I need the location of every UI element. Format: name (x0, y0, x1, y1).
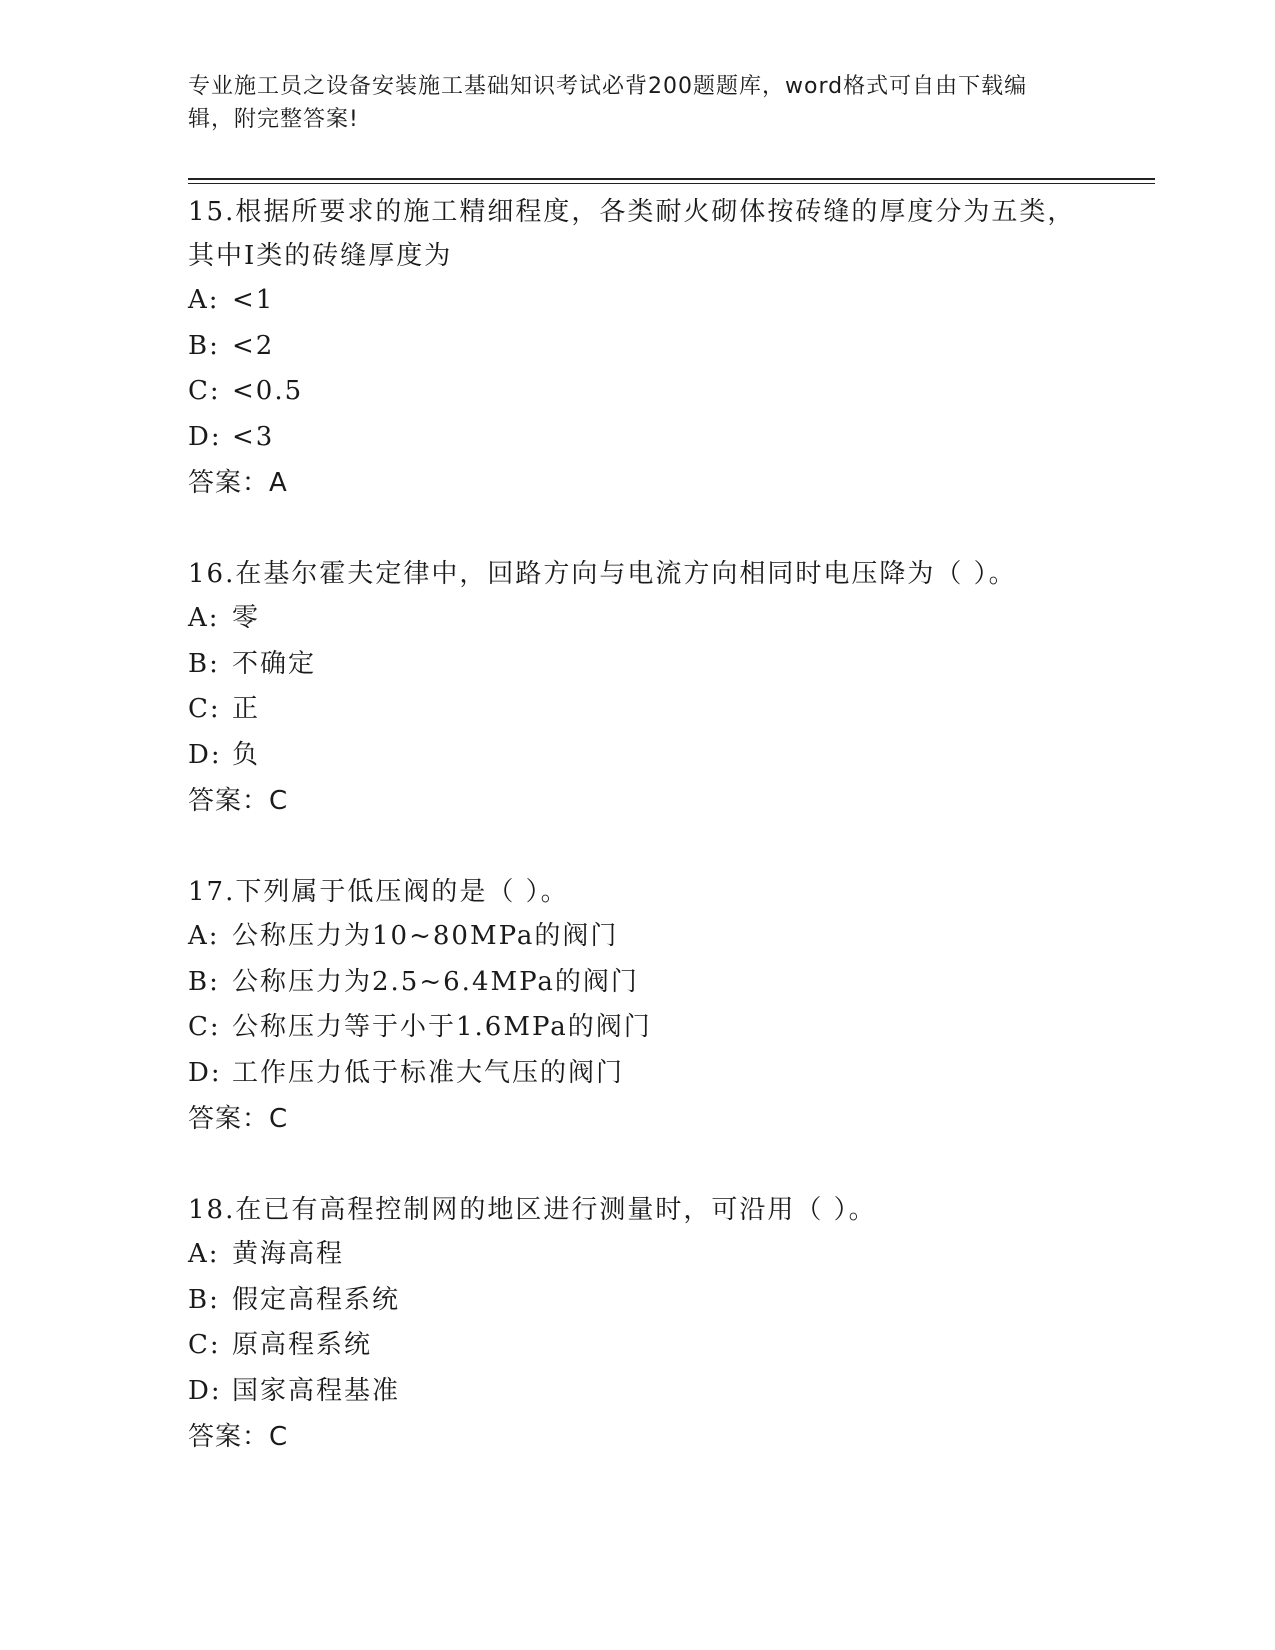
question-15 (188, 190, 1088, 506)
question-text (188, 552, 1088, 596)
question-stem: 在已有高程控制网的地区进行测量时，可沿用（ ）。 (235, 1195, 877, 1225)
option-b (188, 1278, 1088, 1324)
option-d (188, 1051, 1088, 1097)
option-text: 公称压力等于小于1.6MPa的阀门 (232, 1012, 652, 1042)
option-key: B: (188, 966, 220, 997)
option-a (188, 278, 1088, 324)
option-text: 公称压力为10~80MPa的阀门 (232, 921, 619, 951)
option-text: <2 (232, 330, 275, 361)
option-c (188, 1323, 1088, 1369)
option-b (188, 642, 1088, 688)
option-key: D: (188, 739, 222, 770)
option-text: 零 (232, 603, 261, 633)
option-b (188, 960, 1088, 1006)
question-text (188, 190, 1088, 278)
option-key: D: (188, 1375, 222, 1406)
header-rule-thin (188, 183, 1155, 184)
answer-line: 答案：A (188, 468, 288, 498)
document-title: 专业施工员之设备安装施工基础知识考试必背200题题库，word格式可自由下载编辑，附完整答案! (188, 74, 1028, 132)
document-header (188, 70, 1068, 136)
option-key: C: (188, 376, 221, 406)
option-text: 原高程系统 (232, 1330, 373, 1360)
option-c (188, 369, 1088, 415)
option-a (188, 914, 1088, 960)
question-number: 16. (188, 559, 236, 589)
question-16 (188, 552, 1088, 824)
question-18 (188, 1188, 1088, 1460)
option-key: A: (188, 1239, 220, 1269)
question-text (188, 870, 1088, 914)
option-a (188, 1232, 1088, 1278)
question-number: 15. (188, 197, 236, 227)
option-text: <1 (232, 285, 275, 315)
option-key: C: (188, 1012, 221, 1042)
option-text: 正 (232, 694, 261, 724)
option-d (188, 733, 1088, 779)
option-text: 假定高程系统 (232, 1284, 401, 1315)
question-17 (188, 870, 1088, 1142)
question-stem: 下列属于低压阀的是（ ）。 (235, 877, 569, 907)
option-key: B: (188, 330, 220, 361)
question-list (188, 190, 1088, 1506)
option-key: B: (188, 1284, 220, 1315)
option-text: 负 (232, 739, 261, 770)
option-c (188, 687, 1088, 733)
option-key: C: (188, 694, 221, 724)
option-key: A: (188, 603, 220, 633)
question-number: 17. (188, 877, 236, 907)
answer-line: 答案：C (188, 1104, 289, 1134)
question-text (188, 1188, 1088, 1232)
option-a (188, 596, 1088, 642)
question-number: 18. (188, 1195, 236, 1225)
header-rule-thick (188, 178, 1155, 180)
option-text: 黄海高程 (232, 1239, 345, 1269)
option-key: A: (188, 285, 220, 315)
answer-line: 答案：C (188, 1422, 289, 1452)
answer-line: 答案：C (188, 786, 289, 816)
option-d (188, 1369, 1088, 1415)
option-text: <3 (232, 421, 275, 452)
option-text: 工作压力低于标准大气压的阀门 (232, 1057, 625, 1088)
option-key: D: (188, 421, 222, 452)
option-key: D: (188, 1057, 222, 1088)
option-text: 公称压力为2.5~6.4MPa的阀门 (232, 966, 639, 997)
option-text: 不确定 (232, 648, 317, 679)
option-text: 国家高程基准 (232, 1375, 401, 1406)
option-key: C: (188, 1330, 221, 1360)
option-d (188, 415, 1088, 461)
option-key: B: (188, 648, 220, 679)
option-key: A: (188, 921, 220, 951)
question-stem: 根据所要求的施工精细程度，各类耐火砌体按砖缝的厚度分为五类，其中I类的砖缝厚度为 (188, 197, 1076, 271)
option-text: <0.5 (232, 376, 304, 406)
question-stem: 在基尔霍夫定律中，回路方向与电流方向相同时电压降为（ ）。 (235, 559, 1017, 589)
option-c (188, 1005, 1088, 1051)
option-b (188, 324, 1088, 370)
